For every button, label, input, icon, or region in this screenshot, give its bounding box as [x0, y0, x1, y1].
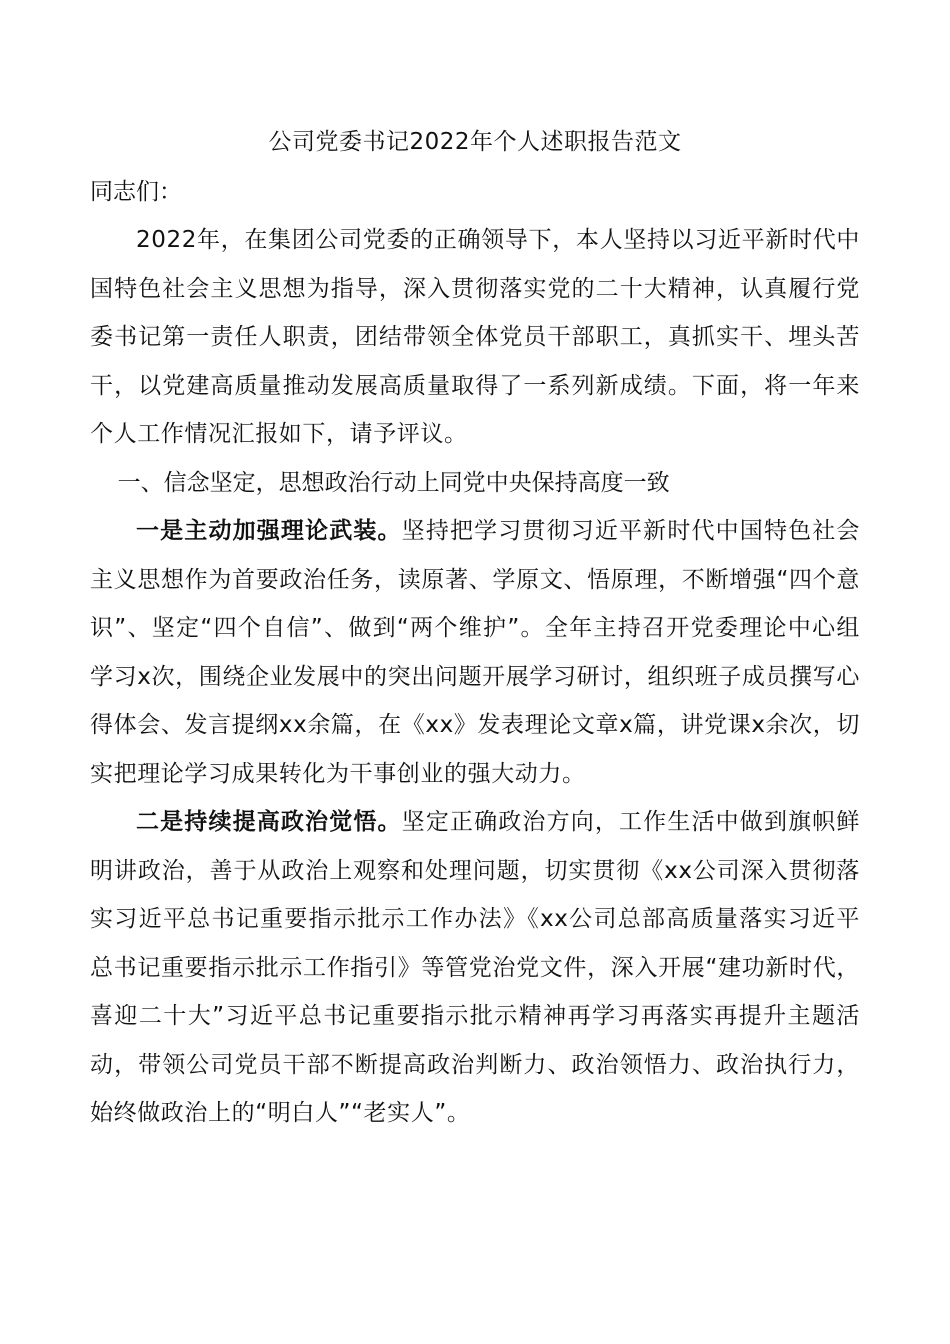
document-title: 公司党委书记2022年个人述职报告范文 [268, 129, 682, 155]
item-1-body: 坚持把学习贯彻习近平新时代中国特色社会主义思想作为首要政治任务，读原著、学原文、悟原理，不断增强“四个意识”、坚定“四个自信”、做到“两个维护”。全年主持召开党委理论中心组学习x次，围绕企业发展中的突出问题开展学习研讨，组织班子成员撰写心得体会、发言提纲xx余篇，在《xx》发表理论文章x篇，讲党课x余次，切实把理论学习成果转化为干事创业的强大动力。 [90, 518, 860, 787]
item-2-lead: 二是持续提高政治觉悟。 [136, 809, 402, 835]
section-1-heading: 一、信念坚定，思想政治行动上同党中央保持高度一致 [117, 469, 670, 496]
document-page [90, 118, 860, 1138]
salutation: 同志们： [90, 179, 182, 205]
item-2-body: 坚定正确政治方向，工作生活中做到旗帜鲜明讲政治，善于从政治上观察和处理问题，切实贯彻《xx公司深入贯彻落实习近平总书记重要指示批示工作办法》《xx公司总部高质量落实习近平总书记重要指示批示工作指引》等管党治党文件，深入开展“建功新时代，喜迎二十大”习近平总书记重要指示批示精神再学习再落实再提升主题活动，带领公司党员干部不断提高政治判断力、政治领悟力、政治执行力，始终做政治上的“明白人”“老实人”。 [90, 809, 860, 1126]
item-1-paragraph [90, 507, 860, 798]
item-2-paragraph [90, 798, 860, 1138]
item-1-lead: 一是主动加强理论武装。 [136, 518, 402, 544]
intro-paragraph: 2022年，在集团公司党委的正确领导下，本人坚持以习近平新时代中国特色社会主义思想为指导，深入贯彻落实党的二十大精神，认真履行党委书记第一责任人职责，团结带领全体党员干部职工，真抓实干、埋头苦干，以党建高质量推动发展高质量取得了一系列新成绩。下面，将一年来个人工作情况汇报如下，请予评议。 [90, 227, 860, 447]
